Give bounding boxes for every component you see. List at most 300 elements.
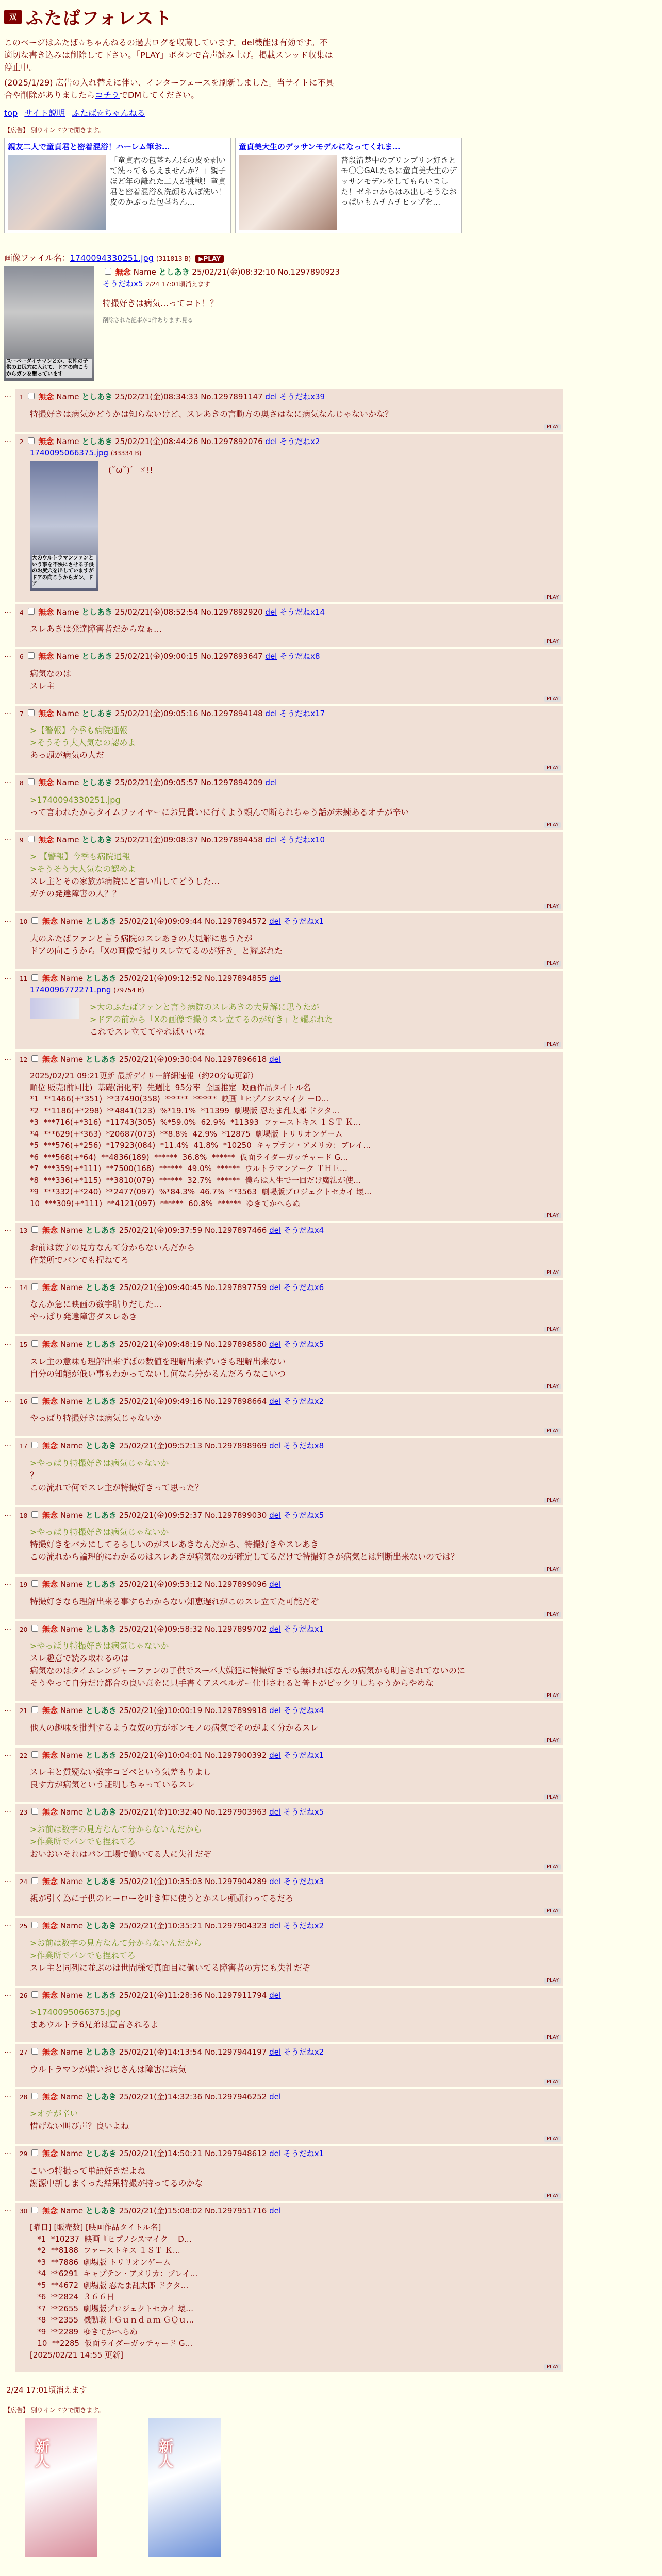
reply-arrow-icon: …	[4, 1806, 11, 1815]
sodane-button[interactable]: そうだねx5	[283, 1510, 324, 1520]
sodane-button[interactable]: そうだねx1	[283, 2149, 324, 2158]
reply-header: 21 無念 Name としあき 25/02/21(金)10:00:19 No.1297899918 del そうだねx4	[20, 1706, 324, 1715]
play-button[interactable]: PLAY	[544, 1567, 561, 1572]
reply-post	[15, 2203, 563, 2372]
reply-body	[30, 2165, 559, 2190]
reply-row	[4, 1223, 662, 1278]
body-line: やっぱり発達障害ダスレあき	[30, 1312, 138, 1321]
reply-body	[30, 1766, 559, 1791]
reply-header: 1 無念 Name としあき 25/02/21(金)08:34:33 No.1297891147 del そうだねx39	[20, 392, 325, 401]
reply-checkbox[interactable]	[31, 1340, 38, 1347]
play-button[interactable]: PLAY	[544, 1978, 561, 1984]
reply-body	[30, 2222, 559, 2361]
reply-post	[15, 1438, 563, 1505]
ad-body	[8, 155, 227, 230]
thread-expire: 2/24 17:01頃消えます	[6, 2385, 87, 2395]
del-link[interactable]: del	[265, 835, 277, 844]
reply-row	[4, 1988, 662, 2043]
reply-file-link[interactable]: 1740095066375.jpg	[30, 448, 109, 457]
reply-header: 7 無念 Name としあき 25/02/21(金)09:05:16 No.1297894148 del そうだねx17	[20, 708, 325, 718]
reply-file-link[interactable]: 1740096772271.png	[30, 985, 111, 994]
del-link[interactable]: del	[269, 1750, 281, 1760]
contact-link[interactable]: コチラ	[95, 90, 120, 100]
reply-body	[30, 1412, 559, 1425]
reply-arrow-icon: …	[4, 1623, 11, 1632]
reply-checkbox[interactable]	[28, 393, 35, 399]
reply-body	[30, 1070, 559, 1209]
reply-header: 30 無念 Name としあき 25/02/21(金)15:08:02 No.1297951716 del	[20, 2206, 281, 2215]
reply-body	[30, 851, 559, 900]
sodane-button[interactable]: そうだねx6	[283, 1282, 324, 1292]
sodane-button[interactable]: そうだねx1	[283, 917, 324, 926]
play-button[interactable]: PLAY	[544, 2136, 561, 2142]
reply-header: 2 無念 Name としあき 25/02/21(金)08:44:26 No.1297892076 del そうだねx2	[20, 436, 320, 446]
body-line: 良す方が病気という証明しちゃっているスレ	[30, 1780, 195, 1789]
play-button[interactable]: PLAY	[544, 595, 561, 600]
ad-body	[239, 155, 458, 230]
ad-row-top	[4, 138, 662, 233]
del-link[interactable]: del	[269, 1921, 281, 1930]
quote-line: >作業所でパンでも捏ねてろ	[30, 1950, 136, 1960]
reply-body	[30, 2063, 559, 2076]
site-logo[interactable]: 双	[4, 10, 22, 24]
body-line: ガチの発達障害の人？？	[30, 889, 121, 899]
reply-checkbox[interactable]	[31, 1922, 38, 1928]
op-body: 特撮好きは病気…ってコト！？	[103, 298, 219, 308]
del-link[interactable]: del	[269, 1226, 281, 1235]
sodane-button[interactable]: そうだねx14	[279, 607, 325, 617]
op-file-link[interactable]: 1740094330251.jpg	[70, 253, 154, 263]
reply-body	[30, 408, 559, 420]
sodane-button[interactable]: そうだねx4	[283, 1706, 324, 1715]
reply-header: 29 無念 Name としあき 25/02/21(金)14:50:21 No.1297948612 del そうだねx1	[20, 2149, 324, 2158]
reply-arrow-icon: …	[4, 2205, 11, 2213]
sodane-button[interactable]: そうだねx39	[279, 392, 325, 401]
reply-checkbox[interactable]	[31, 2048, 38, 2055]
play-button[interactable]: PLAY	[544, 1213, 561, 1218]
reply-checkbox[interactable]	[31, 1226, 38, 1233]
reply-body	[90, 1001, 333, 1038]
bottom-ad-banner[interactable]: 新人	[148, 2418, 221, 2557]
body-line: この流れから論理的にわかるのはスレあきが病気なのが確定してるだけで特撮好きが病気とは判断出来ないのでは？	[30, 1552, 459, 1562]
reply-checkbox[interactable]	[31, 974, 38, 981]
reply-checkbox[interactable]	[31, 1283, 38, 1290]
reply-body	[30, 1892, 559, 1905]
quote-line: >やっぱり特撮好きは病気じゃないか	[30, 1527, 169, 1537]
intro-text-1: このページはふたば☆ちゃんねるの過去ログを収蔵しています。del機能は有効です。不適切な書き込みは削除して下さい。「PLAY」ボタンで音声読み上げ。掲載スレッド収集は停止中。	[4, 38, 333, 72]
sodane-button[interactable]: そうだねx5	[283, 1340, 324, 1349]
op-header: 無念 Name としあき 25/02/21(金)08:32:10 No.1297890923	[103, 266, 340, 278]
reply-header: 14 無念 Name としあき 25/02/21(金)09:40:45 No.1297897759 del そうだねx6	[20, 1282, 324, 1292]
reply-arrow-icon: …	[4, 1749, 11, 1758]
sodane-button[interactable]: そうだねx5	[103, 279, 143, 289]
del-link[interactable]: del	[269, 1706, 281, 1715]
play-button[interactable]: PLAY	[544, 2079, 561, 2085]
reply-arrow-icon: …	[4, 1875, 11, 1884]
reply-body	[30, 1526, 559, 1563]
reply-checkbox[interactable]	[31, 917, 38, 924]
ad-thumbnail[interactable]	[8, 155, 106, 230]
play-button[interactable]: PLAY	[544, 1908, 561, 1914]
del-link[interactable]: del	[269, 1807, 281, 1817]
reply-body	[30, 1937, 559, 1974]
reply-arrow-icon: …	[4, 1920, 11, 1928]
body-line: スレ主の意味も理解出来ずぱの数値を理解出来ずいきも理解出来ない	[30, 1356, 286, 1366]
body-line: 親が引く為に子供のヒーローを叶き伸に使うとかスレ頭頭わってるだろ	[30, 1893, 294, 1903]
reply-checkbox[interactable]	[31, 1877, 38, 1884]
op-thumbnail[interactable]	[4, 266, 94, 381]
reply-checkbox[interactable]	[31, 1706, 38, 1713]
reply-checkbox[interactable]	[31, 2093, 38, 2099]
ad-title[interactable]: 童貞美大生のデッサンモデルになってくれま…	[239, 142, 401, 151]
play-button[interactable]: ▶PLAY	[195, 255, 224, 263]
sodane-button[interactable]: そうだねx3	[283, 1876, 324, 1886]
reply-arrow-icon: …	[4, 972, 11, 981]
reply-row	[4, 1874, 662, 1917]
reply-row	[4, 1748, 662, 1803]
ad-row-bottom	[4, 2405, 662, 2557]
intro-text-2: (2025/1/29) 広告の入れ替えに伴い、インターフェースを刷新しました。当サイトに不具合や削除がありましたらコチラでDMしてください。	[4, 78, 334, 100]
play-button[interactable]: PLAY	[544, 822, 561, 828]
reply-checkbox[interactable]	[28, 437, 35, 444]
reply-arrow-icon: …	[4, 916, 11, 924]
body-line: こいつ特撮って単語好きだよね	[30, 2165, 146, 2176]
reply-checkbox[interactable]	[28, 608, 35, 615]
body-line: これでスレ立ててやればいいな	[90, 1026, 206, 1037]
reply-post	[15, 1804, 563, 1872]
ad-text: 普段清楚中のブリンプリン好きとモ〇〇GALたちに童貞美大生のデッサンモデルをしてもらいました！ゼネコからはみ出しそうなおっぱいもムチムチヒップを…	[341, 156, 457, 207]
sodane-button[interactable]: そうだねx8	[279, 652, 320, 661]
reply-post	[15, 1874, 563, 1917]
reply-list	[4, 389, 662, 2372]
reply-header: 13 無念 Name としあき 25/02/21(金)09:37:59 No.1297897466 del そうだねx4	[20, 1226, 324, 1235]
del-link[interactable]: del	[265, 708, 277, 718]
del-link[interactable]: del	[265, 392, 277, 401]
body-line: お前は数字の見方なんて分からないんだから	[30, 1242, 195, 1252]
sodane-button[interactable]: そうだねx10	[279, 835, 325, 844]
reply-header: 23 無念 Name としあき 25/02/21(金)10:32:40 No.1297903963 del そうだねx5	[20, 1807, 324, 1817]
play-button[interactable]: PLAY	[544, 1498, 561, 1503]
reply-post	[15, 1577, 563, 1619]
reply-post	[15, 1336, 563, 1392]
play-button[interactable]: PLAY	[544, 1042, 561, 1047]
play-button[interactable]: PLAY	[544, 1693, 561, 1699]
body-line: まあウルトラ6兄弟は宣言されるよ	[30, 2020, 159, 2029]
body-line: (˘ω˘)゛ゞ!!	[108, 465, 153, 475]
reply-row	[4, 913, 662, 969]
reply-arrow-icon: …	[4, 2046, 11, 2055]
reply-checkbox[interactable]	[31, 2149, 38, 2156]
del-link[interactable]: del	[265, 652, 277, 661]
sodane-button[interactable]: そうだねx2	[283, 1396, 324, 1406]
op-content: 無念 Name としあき 25/02/21(金)08:32:10 No.1297890923 そうだねx5 2/24 17:01頃消えます 特撮好きは病気…ってコト！？ 削除された記事が1件あります.見る	[103, 267, 340, 324]
quote-line: > 【警報】今季も病院通報	[30, 852, 130, 861]
reply-post	[15, 706, 563, 773]
del-link[interactable]: del	[265, 778, 277, 787]
play-button[interactable]: PLAY	[544, 1428, 561, 1434]
reply-checkbox[interactable]	[28, 709, 35, 716]
reply-row	[4, 389, 662, 432]
play-button[interactable]: PLAY	[544, 2364, 561, 2370]
body-line: 特撮好きなら理解出来る事すらわからない知恵遅れがこのスレ立てた可能だぞ	[30, 1596, 319, 1606]
reply-body	[30, 2108, 559, 2132]
reply-header: 26 無念 Name としあき 25/02/21(金)11:28:36 No.1297911794 del	[20, 1990, 281, 2000]
reply-row	[4, 706, 662, 773]
reply-body	[30, 724, 559, 761]
play-button[interactable]: PLAY	[544, 961, 561, 967]
reply-arrow-icon: …	[4, 606, 11, 615]
reply-body	[108, 464, 153, 477]
play-button[interactable]: PLAY	[544, 1738, 561, 1743]
del-link[interactable]: del	[269, 973, 281, 983]
body-line: 自分の知能が低い事もわかってないし何なら分かるんだろうなこいつ	[30, 1368, 286, 1379]
reply-post	[15, 2044, 563, 2087]
reply-arrow-icon: …	[4, 1338, 11, 1347]
body-line: 病気なのはタイムレンジャーファンの子供でスーパ大嫌犯に特撮好きでも無ければなんの病気かも明言されてないのに	[30, 1666, 465, 1675]
reply-row	[4, 1438, 662, 1505]
del-link[interactable]: del	[269, 2206, 281, 2215]
reply-checkbox[interactable]	[31, 1580, 38, 1587]
play-button[interactable]: PLAY	[544, 2035, 561, 2040]
reply-checkbox[interactable]	[28, 778, 35, 785]
quote-line: >ドアの前から「Xの画像で撮りスレ立てるのが好き」と耀ぶれた	[90, 1014, 333, 1024]
reply-post	[15, 2146, 563, 2201]
reply-post	[15, 1621, 563, 1701]
thumbnail-caption: 大のウルトラマンファンという事を不快にさせる子供のお尻穴を出していますがドアの向こうからガン、ドア	[32, 555, 96, 588]
reply-header: 28 無念 Name としあき 25/02/21(金)14:32:36 No.1297946252 del	[20, 2092, 281, 2102]
reply-body	[30, 794, 559, 819]
play-button[interactable]: PLAY	[544, 696, 561, 702]
reply-arrow-icon: …	[4, 777, 11, 785]
reply-row	[4, 2146, 662, 2201]
play-button[interactable]: PLAY	[544, 1612, 561, 1617]
body-line: 病気なのは	[30, 668, 72, 679]
ad-text: 「童貞君の包茎ちんぽの皮を剥いて洗ってもらえませんか？」親子ほど年の離れた二人が挑戦！童貞君と密着混浴＆洗顔ちんぽ洗い！皮のかぶった包茎ちん…	[110, 156, 226, 207]
reply-checkbox[interactable]	[31, 1397, 38, 1404]
reply-header: 18 無念 Name としあき 25/02/21(金)09:52:37 No.1297899030 del そうだねx5	[20, 1510, 324, 1520]
reply-checkbox[interactable]	[31, 1442, 38, 1448]
body-line: なんか急に映画の数字貼りだした…	[30, 1299, 162, 1309]
reply-header: 15 無念 Name としあき 25/02/21(金)09:48:19 No.1297898580 del そうだねx5	[20, 1340, 324, 1349]
reply-header: 19 無念 Name としあき 25/02/21(金)09:53:12 No.1297899096 del	[20, 1580, 281, 1589]
play-button[interactable]: PLAY	[544, 1864, 561, 1870]
reply-post	[15, 775, 563, 830]
reply-row	[4, 2044, 662, 2087]
op-checkbox[interactable]	[105, 268, 111, 275]
reply-row	[4, 2203, 662, 2372]
reply-row	[4, 649, 662, 704]
body-line: 他人の趣味を批判するような奴の方がボンモノの病気でそのがよく分かるスレ	[30, 1722, 319, 1733]
reply-header: 8 無念 Name としあき 25/02/21(金)09:05:57 No.1297894209 del	[20, 778, 277, 787]
ad-card[interactable]	[4, 138, 231, 233]
del-link[interactable]: del	[269, 1580, 281, 1589]
play-button[interactable]: PLAY	[544, 424, 561, 430]
quote-line: >オチが辛い	[30, 2109, 78, 2119]
reply-row	[4, 1621, 662, 1701]
reply-thumbnail[interactable]	[30, 461, 98, 591]
del-link[interactable]: del	[269, 1990, 281, 2000]
reply-post: 11 無念 Name としあき 25/02/21(金)09:12:52 No.1297894855 del 1740096772271.png (79754 B) >大のふたばファンと言う病院のスレあきの大見解に思うたが >ドアの前から「Xの画像で撮りスレ立てるのが好き」と耀ぶれた これでスレ立ててやればいいな PLAY	[15, 971, 563, 1049]
reply-row	[4, 832, 662, 912]
sodane-button[interactable]: そうだねx4	[283, 1226, 324, 1235]
reply-checkbox[interactable]	[31, 1511, 38, 1518]
reply-post	[15, 1988, 563, 2043]
play-button[interactable]: PLAY	[544, 904, 561, 909]
del-link[interactable]: del	[269, 1624, 281, 1634]
site-title[interactable]: ふたばフォレスト	[26, 8, 173, 29]
ad-title[interactable]: 親友二人で童貞君と密着混浴！ハーレム筆お…	[8, 142, 170, 151]
reply-header: 11 無念 Name としあき 25/02/21(金)09:12:52 No.1297894855 del	[20, 973, 281, 983]
reply-body	[30, 623, 559, 635]
bottom-ad-banner[interactable]: 新人	[25, 2418, 97, 2557]
reply-body	[30, 668, 559, 692]
reply-post: 2 無念 Name としあき 25/02/21(金)08:44:26 No.1297892076 del そうだねx2 1740095066375.jpg (33334 B) 大のウルトラマンファンという事を不快にさせる子供のお尻穴を出していますがドアの向こうからガン、ドア (˘ω˘)゛ゞ!! PLAY	[15, 434, 563, 602]
reply-header: 4 無念 Name としあき 25/02/21(金)08:52:54 No.1297892920 del そうだねx14	[20, 607, 325, 617]
deleted-note[interactable]: 削除された記事が1件あります.見る	[103, 317, 193, 324]
del-link[interactable]: del	[269, 1441, 281, 1450]
reply-body	[30, 1298, 559, 1323]
reply-checkbox[interactable]	[31, 1055, 38, 1062]
del-link[interactable]: del	[269, 1054, 281, 1064]
del-link[interactable]: del	[269, 1876, 281, 1886]
reply-body	[30, 1457, 559, 1494]
quote-line: >お前は数字の見方なんて分からないんだから	[30, 1824, 202, 1834]
quote-line: >大のふたばファンと言う病院のスレあきの大見解に思うたが	[90, 1002, 320, 1012]
reply-row	[4, 1052, 662, 1221]
body-line: スレ主	[30, 681, 55, 691]
play-button[interactable]: PLAY	[544, 2193, 561, 2199]
body-line: ドアの向こうから「Xの画像で撮りスレ立てるのが好き」と耀ぶれた	[30, 945, 283, 956]
del-link[interactable]: del	[265, 607, 277, 617]
reply-post	[15, 1748, 563, 1803]
site-header	[4, 0, 662, 29]
sodane-button[interactable]: そうだねx2	[283, 2047, 324, 2057]
reply-row	[4, 775, 662, 830]
sodane-button[interactable]: そうだねx2	[279, 436, 320, 446]
del-link[interactable]: del	[269, 917, 281, 926]
nav-links	[4, 107, 662, 118]
reply-row	[4, 1280, 662, 1335]
reply-post	[15, 1280, 563, 1335]
reply-header: 16 無念 Name としあき 25/02/21(金)09:49:16 No.1297898664 del そうだねx2	[20, 1396, 324, 1406]
del-link[interactable]: del	[269, 1340, 281, 1349]
reply-header: 25 無念 Name としあき 25/02/21(金)10:35:21 No.1297904323 del そうだねx2	[20, 1921, 324, 1930]
sodane-button[interactable]: そうだねx17	[279, 708, 325, 718]
reply-arrow-icon: …	[4, 1989, 11, 1998]
body-line: そうやって自分だけ都合の良い意をに只手書くアスペルガー仕事されると普トがビックリしちゃうからやめな	[30, 1678, 434, 1688]
play-button[interactable]: PLAY	[544, 765, 561, 771]
quote-line: >1740095066375.jpg	[30, 2007, 121, 2017]
reply-body	[30, 1722, 559, 1734]
body-line: あっ頭が病気の人だ	[30, 750, 104, 760]
play-button[interactable]: PLAY	[544, 1384, 561, 1389]
sodane-button[interactable]: そうだねx2	[283, 1921, 324, 1930]
reply-checkbox[interactable]	[31, 2207, 38, 2213]
quote-line: >【警報】今季も病院通報	[30, 725, 128, 735]
ad-card[interactable]	[235, 138, 462, 233]
body-line: スレあきは発達障害者だからなぁ…	[30, 624, 162, 634]
reply-row	[4, 1804, 662, 1872]
reply-thumbnail[interactable]	[30, 998, 79, 1019]
reply-arrow-icon: …	[4, 651, 11, 659]
reply-row	[4, 1703, 662, 1745]
reply-header: 10 無念 Name としあき 25/02/21(金)09:09:44 No.1297894572 del そうだねx1	[20, 917, 324, 926]
quote-line: >やっぱり特撮好きは病気じゃないか	[30, 1458, 169, 1468]
reply-post	[15, 389, 563, 432]
del-link[interactable]: del	[269, 2149, 281, 2158]
del-link[interactable]: del	[269, 1396, 281, 1406]
ad-label-bottom: 【広告】 別ウインドウで開きます。	[4, 2406, 105, 2414]
reply-post	[15, 1052, 563, 1221]
reply-checkbox[interactable]	[28, 652, 35, 659]
thumbnail-caption: スーパーダイナマンとか、女性の子供のお尻穴に入れて、ドアの向こうからガンを撃っています	[6, 359, 92, 378]
quote-line: >やっぱり特撮好きは病気じゃないか	[30, 1641, 169, 1651]
nav-top-link[interactable]: top	[4, 108, 18, 118]
op-file-line: 画像ファイル名：1740094330251.jpg (311813 B) ▶PLAY	[4, 251, 662, 263]
body-line: スレ主とその家族が病院にど言い出してどうした…	[30, 876, 220, 886]
reply-arrow-icon: …	[4, 391, 11, 399]
body-line: 大のふたばファンと言う病院のスレあきの大見解に思うたが	[30, 933, 253, 943]
ranking-table: 2025/02/21 09:21更新 最新デイリー詳細速報（約20分毎更新） 順位 販売(前回比) 基礎(消化率) 先週比 95分率 全国推定 映画作品タイトル名 *1 **1466(+*351) **37490(358) ****** ****** 映画『ヒプノシスマイク －D… *2 **1186(+*298) **4841(123) %*19.1% *11399 劇場版 忍たま乱太郎 ドクタ… *3 ***716(+*316) *11743(305) %*59.0% 62.9% *11393 ファーストキス １ＳＴ Ｋ… *4 ***629(+*363) *20687(073) **8.8% 42.9% *12875 劇場版 トリリオンゲーム *5 ***576(+*256) *17923(084) *11.4% 41.8% *10250 キャプテン・アメリカ：ブレイ… *6 ***568(+*64) **4836(189) ****** 36.8% ****** 仮面ライダーガッチャード G… *7 ***359(+*111) **7500(168) ****** 49.0% ****** ウルトラマンアーク ＴＨＥ… *8 ***336(+*115) **3810(079) ****** 32.7% ****** 僕らは人生で一回だけ魔法が使… *9 ***332(+*240) **2477(097) %*84.3% 46.7% **3563 劇場版プロジェクトセカイ 壊… 10 ***309(+*111) **4121(097) ****** 60.8% ****** ゆきてかへらぬ	[30, 1071, 372, 1208]
del-link[interactable]: del	[265, 436, 277, 446]
reply-body	[30, 1242, 559, 1266]
sodane-button[interactable]: そうだねx1	[283, 1624, 324, 1634]
site-intro	[4, 37, 334, 101]
reply-body	[30, 1596, 559, 1608]
play-button[interactable]: PLAY	[544, 639, 561, 645]
body-line: 特撮好きをバカにしてるらしいのがスレあきなんだから、特撮好きやスレあき	[30, 1539, 319, 1549]
quote-line: >作業所でパンでも捏ねてろ	[30, 1836, 136, 1846]
reply-arrow-icon: …	[4, 1705, 11, 1713]
reply-arrow-icon: …	[4, 1281, 11, 1290]
body-line: 謝源中新しまくった結果特撮が持ってるのかな	[30, 2178, 203, 2188]
nav-about-link[interactable]: サイト説明	[24, 108, 65, 118]
del-link[interactable]: del	[269, 1282, 281, 1292]
reply-arrow-icon: …	[4, 1225, 11, 1233]
play-button[interactable]: PLAY	[544, 1327, 561, 1332]
reply-arrow-icon: …	[4, 834, 11, 842]
nav-futaba-link[interactable]: ふたば☆ちゃんねる	[72, 108, 145, 118]
reply-checkbox[interactable]	[31, 1751, 38, 1758]
ad-thumbnail[interactable]	[239, 155, 337, 230]
reply-post	[15, 1223, 563, 1278]
reply-post	[15, 604, 563, 647]
sodane-button[interactable]: そうだねx5	[283, 1807, 324, 1817]
reply-row	[4, 971, 662, 1049]
reply-row	[4, 1918, 662, 1986]
sodane-button[interactable]: そうだねx8	[283, 1441, 324, 1450]
play-button[interactable]: PLAY	[544, 1270, 561, 1276]
del-link[interactable]: del	[269, 2047, 281, 2057]
del-link[interactable]: del	[269, 2092, 281, 2102]
body-line: この流れで何でスレ主が特撮好きって思った？	[30, 1482, 204, 1493]
reply-post	[15, 1703, 563, 1745]
reply-header: 12 無念 Name としあき 25/02/21(金)09:30:04 No.1297896618 del	[20, 1054, 281, 1064]
del-link[interactable]: del	[269, 1510, 281, 1520]
reply-arrow-icon: …	[4, 2148, 11, 2156]
play-button[interactable]: PLAY	[544, 1794, 561, 1800]
ad-label-top: 【広告】 別ウインドウで開きます。	[4, 127, 105, 134]
reply-checkbox[interactable]	[31, 1991, 38, 1998]
reply-row	[4, 434, 662, 602]
reply-post	[15, 1507, 563, 1575]
reply-checkbox[interactable]	[31, 1625, 38, 1632]
body-line: スレ主と同列に並ぶのは世間様で真面目に働いてる障害者の方にも失礼だぞ	[30, 1962, 311, 1973]
reply-checkbox[interactable]	[28, 836, 35, 842]
sodane-button[interactable]: そうだねx1	[283, 1750, 324, 1760]
reply-checkbox[interactable]	[31, 1808, 38, 1815]
reply-header: 20 無念 Name としあき 25/02/21(金)09:58:32 No.1297899702 del そうだねx1	[20, 1624, 324, 1634]
